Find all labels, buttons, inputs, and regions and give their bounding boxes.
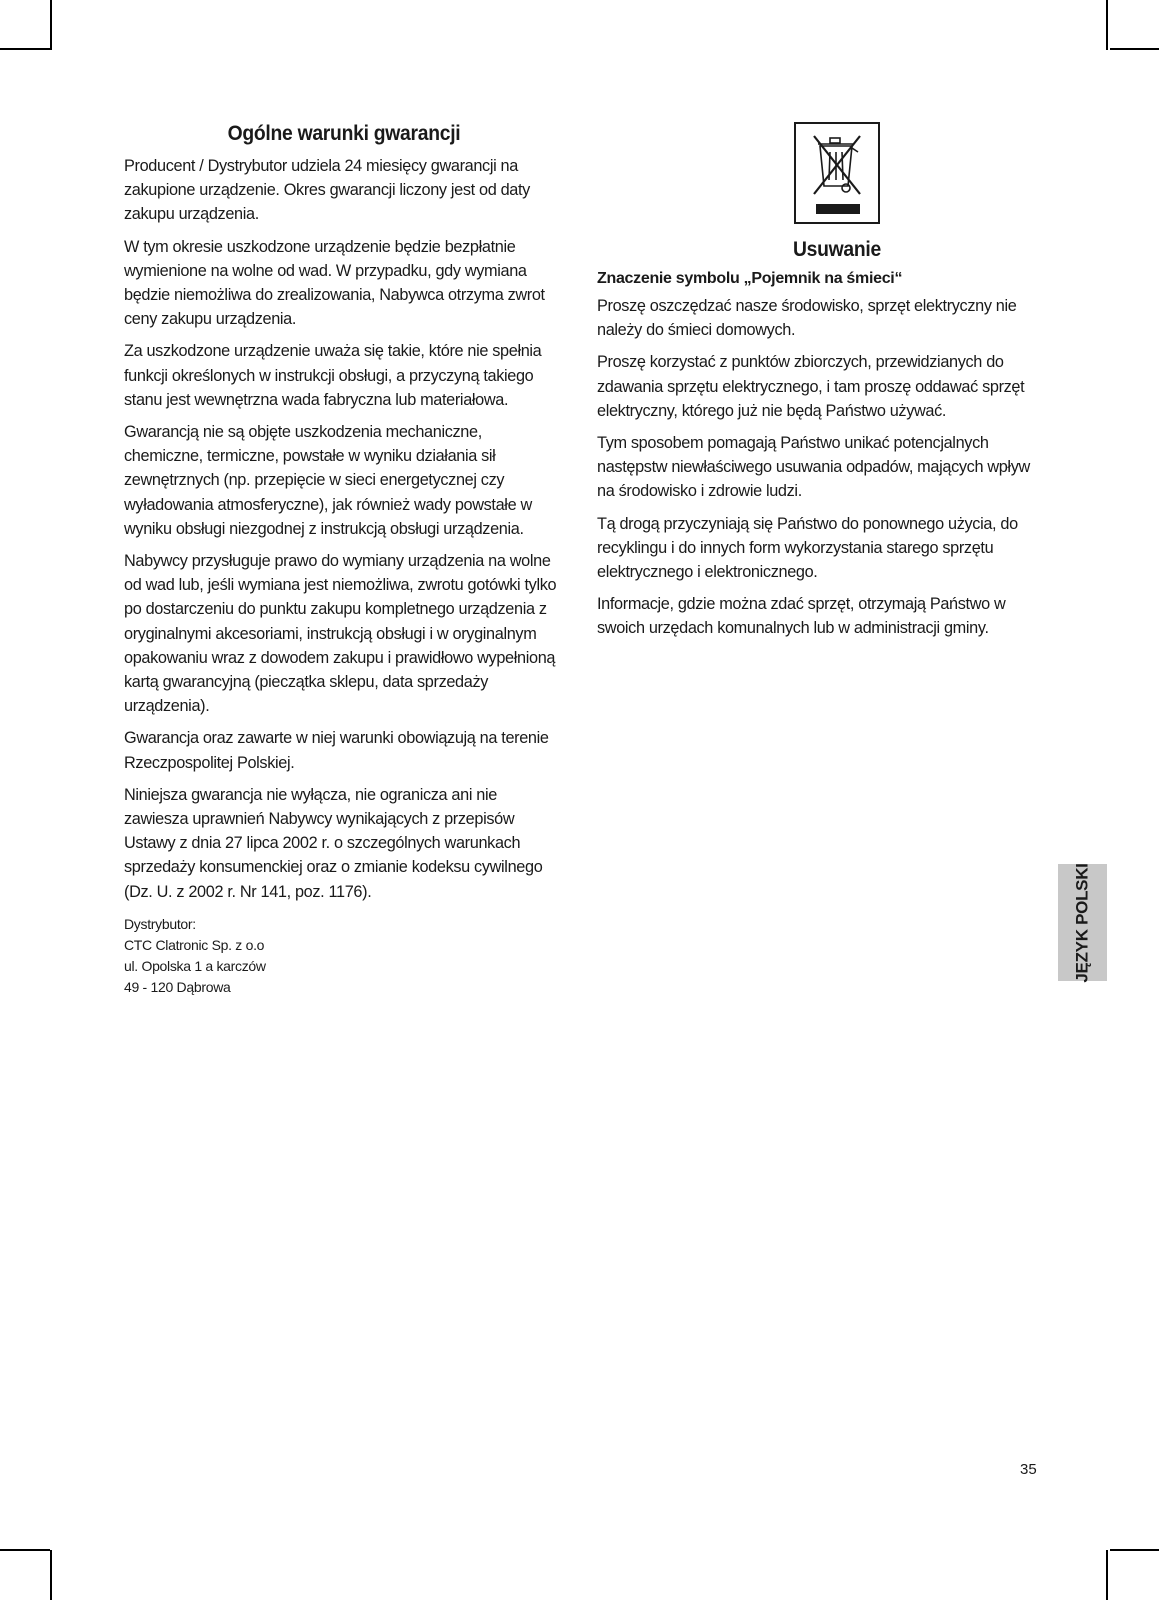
distributor-label: Dystrybutor: [124, 915, 196, 932]
disposal-paragraph: Informacje, gdzie można zdać sprzęt, otrzymają Państwo w swoich urzędach komunalnych lub w administracji gminy. [597, 595, 1006, 638]
distributor-address [124, 914, 564, 998]
disposal-section [597, 122, 1037, 649]
crop-mark [0, 48, 50, 50]
disposal-paragraph: Tą drogą przyczyniają się Państwo do ponownego użycia, do recyklingu i do innych form wykorzystania starego sprzętu elektrycznego i elektronicznego. [597, 514, 1018, 582]
warranty-paragraph: Niniejsza gwarancja nie wyłącza, nie ogranicza ani nie zawiesza uprawnień Nabywcy wynikających z przepisów Ustawy z dnia 27 lipca 2002 r. o szczególnych warunkach sprzedaży konsumenckiej oraz o zmianie kodeksu cywilnego (Dz. U. z 2002 r. Nr 141, poz. 1176). [124, 785, 543, 901]
warranty-paragraph: W tym okresie uszkodzone urządzenie będzie bezpłatnie wymienione na wolne od wad. W przypadku, gdy wymiana będzie niemożliwa do zrealizowania, Nabywca otrzyma zwrot ceny zakupu urządzenia. [124, 237, 545, 329]
distributor-city: 49 - 120 Dąbrowa [124, 978, 231, 995]
language-tab [1058, 864, 1107, 981]
disposal-paragraph: Tym sposobem pomagają Państwo unikać potencjalnych następstw niewłaściwego usuwania odpadów, mających wpływ na środowisko i zdrowie ludzi. [597, 434, 1030, 501]
warranty-section [124, 122, 564, 998]
crop-mark [0, 1549, 50, 1551]
disposal-paragraph: Proszę korzystać z punktów zbiorczych, przewidzianych do zdawania sprzętu elektrycznego, i tam proszę oddawać sprzęt elektryczny, którego już nie będą Państwo używać. [597, 353, 1025, 420]
page-number: 35 [1020, 1461, 1037, 1478]
warranty-paragraph: Za uszkodzone urządzenie uważa się takie, które nie spełnia funkcji określonych w instrukcji obsługi, a przyczyną takiego stanu jest wewnętrzna wada fabryczna lub materiałowa. [124, 342, 542, 409]
warranty-paragraph: Gwarancja oraz zawarte w niej warunki obowiązują na terenie Rzeczpospolitej Polskiej. [124, 729, 549, 772]
crop-mark [50, 0, 52, 50]
warranty-paragraph: Producent / Dystrybutor udziela 24 miesięcy gwarancji na zakupione urządzenie. Okres gwarancji liczony jest od daty zakupu urządzenia. [124, 157, 530, 224]
crop-mark [1110, 1549, 1159, 1551]
warranty-paragraph: Gwarancją nie są objęte uszkodzenia mechaniczne, chemiczne, termiczne, powstałe w wyniku działania sił zewnętrznych (np. przepięcie w sieci energetycznej czy wyładowania atmosferyczne), jak również wady powstałe w wyniku obsługi niezgodnej z instrukcją obsługi urządzenia. [124, 423, 532, 538]
disposal-title: Usuwanie [792, 238, 881, 261]
crop-mark [1106, 1550, 1108, 1600]
crop-mark [1110, 48, 1159, 50]
disposal-paragraph: Proszę oszczędzać nasze środowisko, sprzęt elektryczny nie należy do śmieci domowych. [597, 297, 1017, 340]
warranty-title: Ogólne warunki gwarancji [227, 122, 461, 145]
distributor-company: CTC Clatronic Sp. z o.o [124, 936, 265, 953]
crossed-out-wheelie-bin-icon [794, 122, 880, 224]
crop-mark [1106, 0, 1108, 50]
distributor-street: ul. Opolska 1 a karczów [124, 957, 266, 974]
language-tab-label: JĘZYK POLSKI [1072, 862, 1092, 983]
warranty-paragraph: Nabywcy przysługuje prawo do wymiany urządzenia na wolne od wad lub, jeśli wymiana jest niemożliwa, zwrotu gotówki tylko po dostarczeniu do punktu zakupu kompletnego urządzenia z oryginalnymi akcesoriami, instrukcją obsługi i w oryginalnym opakowaniu wraz z dowodem zakupu i prawidłowo wypełnioną kartą gwarancyjną (pieczątka sklepu, data sprzedaży urządzenia). [124, 552, 557, 716]
disposal-subtitle: Znaczenie symbolu „Pojemnik na śmieci“ [597, 270, 903, 287]
crop-mark [50, 1550, 52, 1600]
